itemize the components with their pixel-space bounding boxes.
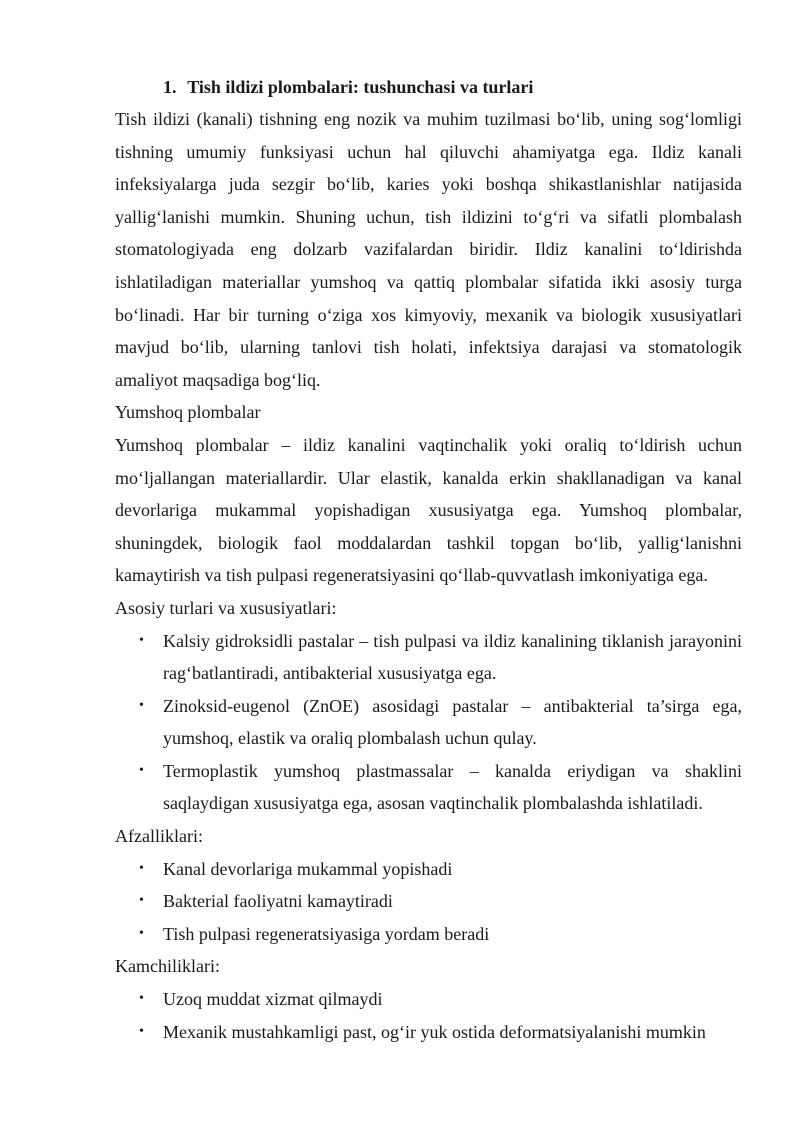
bullet-icon: • [139, 860, 144, 876]
list-item [115, 625, 742, 690]
list-item [115, 755, 742, 820]
list-item [115, 918, 742, 951]
section-title: Tish ildizi plombalari: tushunchasi va turlari [187, 77, 534, 97]
bullet-icon: • [139, 991, 144, 1007]
bullet-icon: • [139, 925, 144, 941]
bullet-icon: • [139, 632, 144, 648]
advantages-list [115, 853, 742, 951]
section-heading [115, 71, 742, 103]
soft-fillings-paragraph: Yumshoq plombalar – ildiz kanalini vaqtinchalik yoki oraliq to‘ldirish uchun mo‘ljallangan materiallardir. Ular elastik, kanalda erkin shakllanadigan va kanal devorlariga mukammal yopishadigan xususiyatga ega. Yumshoq plombalar, shuningdek, biologik faol moddalardan tashkil topgan bo‘lib, yallig‘lanishni kamaytirish va tish pulpasi regeneratsiyasini qo‘llab-quvvatlash imkoniyatiga ega. [115, 434, 742, 586]
list-item-text: Tish pulpasi regeneratsiyasiga yordam beradi [163, 923, 490, 944]
bullet-icon: • [139, 893, 144, 909]
list-item [115, 853, 742, 886]
list-item [115, 885, 742, 918]
soft-fillings-title: Yumshoq plombalar [115, 402, 261, 423]
document-page [115, 71, 742, 1048]
bullet-icon: • [139, 762, 144, 778]
list-item-text: Kanal devorlariga mukammal yopishadi [163, 858, 453, 879]
disadvantages-list [115, 983, 742, 1048]
list-item [115, 1016, 742, 1049]
types-list [115, 625, 742, 821]
types-title: Asosiy turlari va xususiyatlari: [115, 597, 337, 618]
list-item-text: Kalsiy gidroksidli pastalar – tish pulpasi va ildiz kanalining tiklanish jarayonini rag‘batlantiradi, antibakterial xususiyatga ega. [163, 630, 742, 684]
list-item [115, 983, 742, 1016]
list-item [115, 690, 742, 755]
advantages-title: Afzalliklari: [115, 826, 203, 847]
bullet-icon: • [139, 1023, 144, 1039]
list-item-text: Uzoq muddat xizmat qilmaydi [163, 989, 383, 1010]
list-item-text: Zinoksid-eugenol (ZnOE) asosidagi pastalar – antibakterial ta’sirga ega, yumshoq, elastik va oraliq plombalash uchun qulay. [163, 695, 742, 749]
disadvantages-title: Kamchiliklari: [115, 956, 220, 977]
section-number: 1. [163, 77, 177, 97]
list-item-text: Termoplastik yumshoq plastmassalar – kanalda eriydigan va shaklini saqlaydigan xususiyatga ega, asosan vaqtinchalik plombalashda ishlatiladi. [163, 760, 742, 814]
intro-paragraph: Tish ildizi (kanali) tishning eng nozik va muhim tuzilmasi bo‘lib, uning sog‘lomligi tishning umumiy funksiyasi uchun hal qiluvchi ahamiyatga ega. Ildiz kanali infeksiyalarga juda sezgir bo‘lib, karies yoki boshqa shikastlanishlar natijasida yallig‘lanishi mumkin. Shuning uchun, tish ildizini to‘g‘ri va sifatli plombalash stomatologiyada eng dolzarb vazifalardan biridir. Ildiz kanalini to‘ldirishda ishlatiladigan materiallar yumshoq va qattiq plombalar sifatida ikki asosiy turga bo‘linadi. Har bir turning o‘ziga xos kimyoviy, mexanik va biologik xususiyatlari mavjud bo‘lib, ularning tanlovi tish holati, infektsiya darajasi va stomatologik amaliyot maqsadiga bog‘liq. [115, 109, 742, 390]
list-item-text: Mexanik mustahkamligi past, og‘ir yuk ostida deformatsiyalanishi mumkin [163, 1021, 706, 1042]
bullet-icon: • [139, 697, 144, 713]
list-item-text: Bakterial faoliyatni kamaytiradi [163, 891, 393, 912]
